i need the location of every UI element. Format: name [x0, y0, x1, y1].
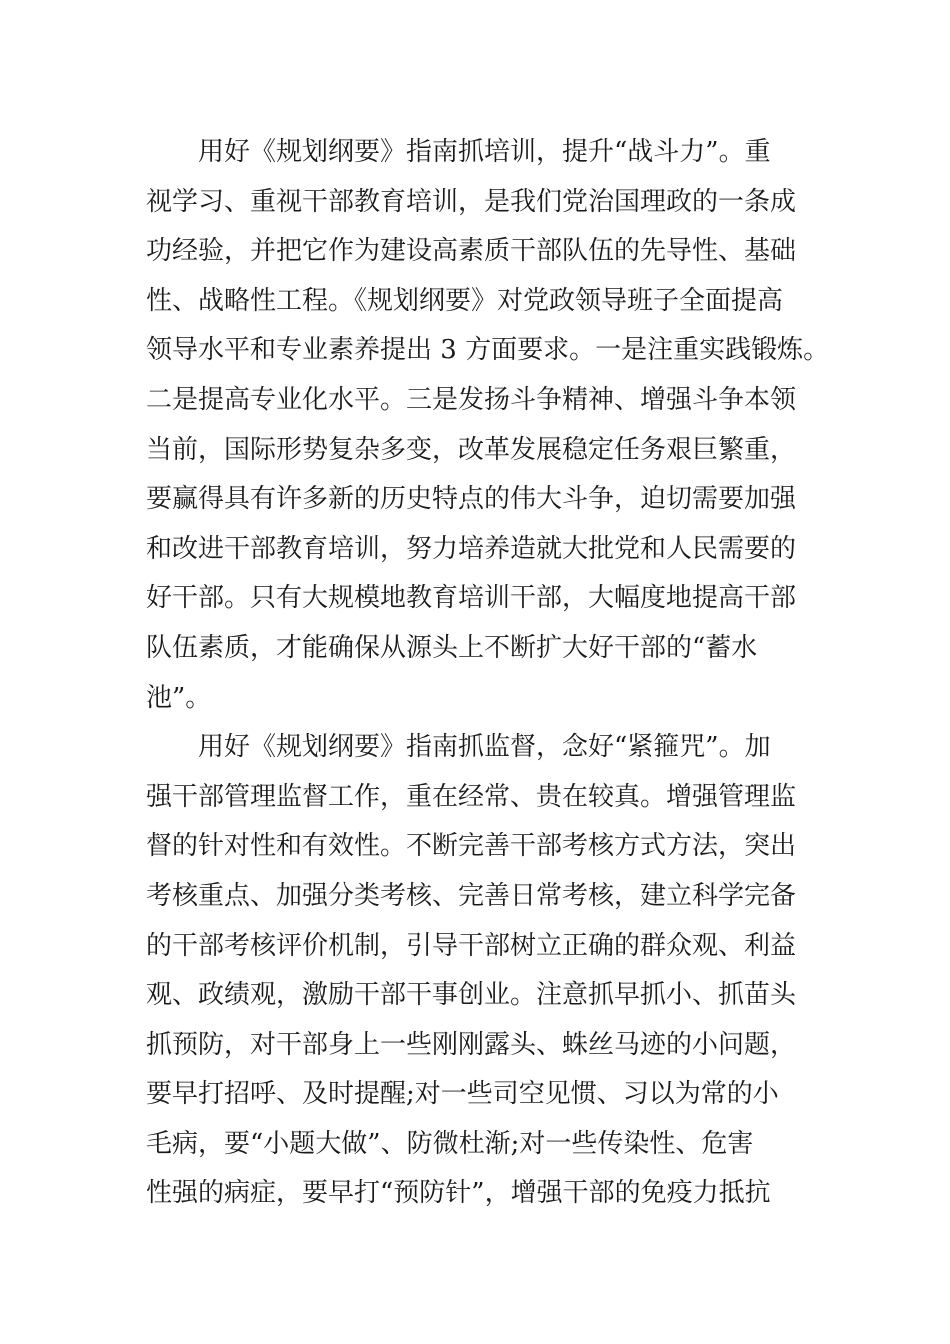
text-line: 好干部。只有大规模地教育培训干部，大幅度地提高干部 [146, 583, 797, 614]
text-line: 性强的病症，要早打“预防针”，增强干部的免疫力抵抗 [146, 1178, 771, 1209]
text-line: 二是提高专业化水平。三是发扬斗争精神、增强斗争本领 [146, 384, 797, 415]
text-line: 用好《规划纲要》指南抓培训，提升“战斗力”。重 [198, 137, 771, 167]
text-line: 当前，国际形势复杂多变，改革发展稳定任务艰巨繁重， [146, 434, 797, 465]
text-line: 和改进干部教育培训，努力培养造就大批党和人民需要的 [146, 533, 797, 564]
text-line: 池”。 [146, 682, 212, 713]
text-line: 功经验，并把它作为建设高素质干部队伍的先导性、基础 [146, 236, 797, 267]
text-line: 观、政绩观，激励干部干事创业。注意抓早抓小、抓苗头 [146, 980, 797, 1011]
document-body [146, 128, 830, 1219]
text-line: 抓预防，对干部身上一些刚刚露头、蛛丝马迹的小问题， [146, 1029, 797, 1060]
paragraph-training [146, 128, 830, 723]
text-line: 强干部管理监督工作，重在经常、贵在较真。增强管理监 [146, 781, 797, 812]
text-line: 性、战略性工程。《规划纲要》对党政领导班子全面提高 [146, 285, 784, 316]
text-line: 考核重点、加强分类考核、完善日常考核，建立科学完备 [146, 880, 797, 911]
text-line: 领导水平和专业素养提出 3 方面要求。一是注重实践锻炼。 [146, 335, 830, 366]
text-line: 要赢得具有许多新的历史特点的伟大斗争，迫切需要加强 [146, 484, 797, 515]
text-line: 要早打招呼、及时提醒;对一些司空见惯、习以为常的小 [146, 1079, 779, 1110]
paragraph-supervision [146, 723, 826, 1219]
text-line: 队伍素质，才能确保从源头上不断扩大好干部的“蓄水 [146, 632, 758, 663]
text-line: 毛病，要“小题大做”、防微杜渐;对一些传染性、危害 [146, 1128, 754, 1159]
text-line: 的干部考核评价机制，引导干部树立正确的群众观、利益 [146, 930, 797, 961]
text-line: 用好《规划纲要》指南抓监督，念好“紧箍咒”。加 [198, 732, 771, 763]
text-line: 督的针对性和有效性。不断完善干部考核方式方法，突出 [146, 831, 797, 862]
text-line: 视学习、重视干部教育培训，是我们党治国理政的一条成 [146, 186, 797, 217]
